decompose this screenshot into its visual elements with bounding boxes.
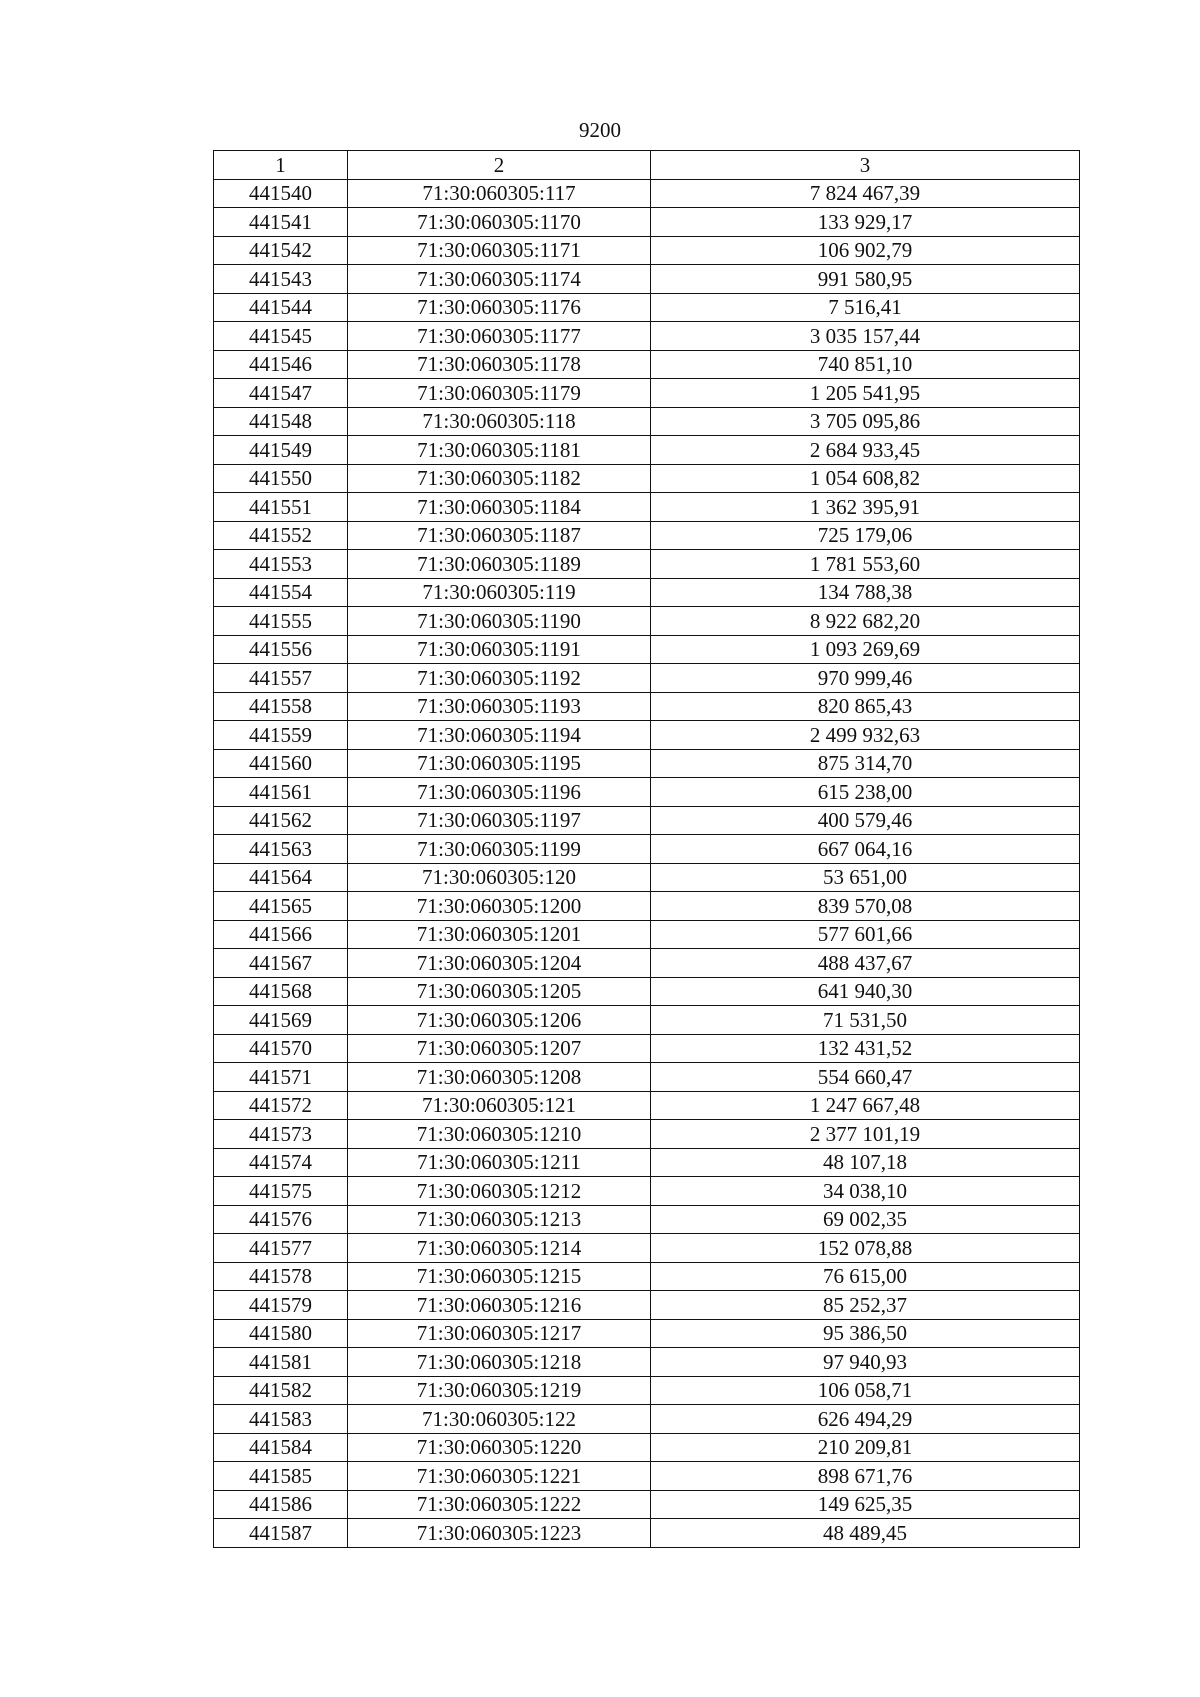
row-number-cell: 441552 xyxy=(214,521,348,550)
table-row xyxy=(214,236,1080,265)
table-body xyxy=(214,179,1080,1547)
cadastral-number-cell: 71:30:060305:1212 xyxy=(348,1177,651,1206)
row-number-cell: 441556 xyxy=(214,635,348,664)
cadastral-number-cell: 71:30:060305:1189 xyxy=(348,550,651,579)
cadastral-number-cell: 71:30:060305:1222 xyxy=(348,1490,651,1519)
row-number-cell: 441580 xyxy=(214,1319,348,1348)
row-number-cell: 441577 xyxy=(214,1234,348,1263)
row-number-cell: 441555 xyxy=(214,607,348,636)
row-number-cell: 441579 xyxy=(214,1291,348,1320)
table-row xyxy=(214,379,1080,408)
row-number-cell: 441567 xyxy=(214,949,348,978)
cadastral-value-cell: 991 580,95 xyxy=(651,265,1080,294)
row-number-cell: 441586 xyxy=(214,1490,348,1519)
table-row xyxy=(214,863,1080,892)
cadastral-value-cell: 1 205 541,95 xyxy=(651,379,1080,408)
cadastral-number-cell: 71:30:060305:1213 xyxy=(348,1205,651,1234)
table-row xyxy=(214,179,1080,208)
page-number: 9200 xyxy=(579,118,621,142)
cadastral-value-cell: 97 940,93 xyxy=(651,1348,1080,1377)
cadastral-value-cell: 400 579,46 xyxy=(651,806,1080,835)
row-number-cell: 441550 xyxy=(214,464,348,493)
table-row xyxy=(214,1063,1080,1092)
table-row xyxy=(214,493,1080,522)
row-number-cell: 441545 xyxy=(214,322,348,351)
cadastral-number-cell: 71:30:060305:1219 xyxy=(348,1376,651,1405)
cadastral-number-cell: 71:30:060305:1181 xyxy=(348,436,651,465)
row-number-cell: 441563 xyxy=(214,835,348,864)
row-number-cell: 441547 xyxy=(214,379,348,408)
cadastral-number-cell: 71:30:060305:1208 xyxy=(348,1063,651,1092)
table-row xyxy=(214,1519,1080,1548)
cadastral-value-cell: 1 247 667,48 xyxy=(651,1091,1080,1120)
cadastral-value-cell: 2 684 933,45 xyxy=(651,436,1080,465)
cadastral-number-cell: 71:30:060305:117 xyxy=(348,179,651,208)
cadastral-number-cell: 71:30:060305:1211 xyxy=(348,1148,651,1177)
cadastral-value-cell: 132 431,52 xyxy=(651,1034,1080,1063)
table-row xyxy=(214,977,1080,1006)
cadastral-value-cell: 488 437,67 xyxy=(651,949,1080,978)
table-row xyxy=(214,1348,1080,1377)
cadastral-value-cell: 71 531,50 xyxy=(651,1006,1080,1035)
cadastral-value-cell: 626 494,29 xyxy=(651,1405,1080,1434)
row-number-cell: 441578 xyxy=(214,1262,348,1291)
table-row xyxy=(214,1034,1080,1063)
cadastral-value-cell: 76 615,00 xyxy=(651,1262,1080,1291)
row-number-cell: 441543 xyxy=(214,265,348,294)
row-number-cell: 441587 xyxy=(214,1519,348,1548)
cadastral-value-cell: 95 386,50 xyxy=(651,1319,1080,1348)
row-number-cell: 441561 xyxy=(214,778,348,807)
cadastral-value-cell: 53 651,00 xyxy=(651,863,1080,892)
row-number-cell: 441558 xyxy=(214,692,348,721)
cadastral-value-cell: 69 002,35 xyxy=(651,1205,1080,1234)
cadastral-number-cell: 71:30:060305:1221 xyxy=(348,1462,651,1491)
table-row xyxy=(214,778,1080,807)
cadastral-number-cell: 71:30:060305:119 xyxy=(348,578,651,607)
row-number-cell: 441540 xyxy=(214,179,348,208)
cadastral-value-cell: 152 078,88 xyxy=(651,1234,1080,1263)
cadastral-number-cell: 71:30:060305:118 xyxy=(348,407,651,436)
row-number-cell: 441574 xyxy=(214,1148,348,1177)
cadastral-value-cell: 106 902,79 xyxy=(651,236,1080,265)
cadastral-number-cell: 71:30:060305:1216 xyxy=(348,1291,651,1320)
cadastral-value-cell: 48 107,18 xyxy=(651,1148,1080,1177)
table-row xyxy=(214,920,1080,949)
table-row xyxy=(214,892,1080,921)
cadastral-value-cell: 1 093 269,69 xyxy=(651,635,1080,664)
cadastral-number-cell: 71:30:060305:1178 xyxy=(348,350,651,379)
table-row xyxy=(214,1148,1080,1177)
table-row xyxy=(214,1319,1080,1348)
cadastral-number-cell: 71:30:060305:1217 xyxy=(348,1319,651,1348)
column-header-1: 1 xyxy=(214,151,348,180)
cadastral-value-cell: 2 377 101,19 xyxy=(651,1120,1080,1149)
cadastral-number-cell: 71:30:060305:1184 xyxy=(348,493,651,522)
table-row xyxy=(214,635,1080,664)
cadastral-number-cell: 71:30:060305:1190 xyxy=(348,607,651,636)
row-number-cell: 441583 xyxy=(214,1405,348,1434)
cadastral-value-cell: 615 238,00 xyxy=(651,778,1080,807)
table-row xyxy=(214,293,1080,322)
cadastral-value-cell: 134 788,38 xyxy=(651,578,1080,607)
table-row xyxy=(214,607,1080,636)
cadastral-number-cell: 71:30:060305:1177 xyxy=(348,322,651,351)
row-number-cell: 441576 xyxy=(214,1205,348,1234)
cadastral-value-cell: 149 625,35 xyxy=(651,1490,1080,1519)
row-number-cell: 441549 xyxy=(214,436,348,465)
table-row xyxy=(214,1006,1080,1035)
row-number-cell: 441565 xyxy=(214,892,348,921)
table-row xyxy=(214,1433,1080,1462)
table-row xyxy=(214,949,1080,978)
table-row xyxy=(214,1262,1080,1291)
cadastral-number-cell: 71:30:060305:1174 xyxy=(348,265,651,294)
cadastral-number-cell: 71:30:060305:1220 xyxy=(348,1433,651,1462)
cadastral-number-cell: 71:30:060305:1192 xyxy=(348,664,651,693)
table-row xyxy=(214,806,1080,835)
table-header xyxy=(214,151,1080,180)
cadastral-value-cell: 1 054 608,82 xyxy=(651,464,1080,493)
table-row xyxy=(214,322,1080,351)
row-number-cell: 441573 xyxy=(214,1120,348,1149)
cadastral-value-cell: 133 929,17 xyxy=(651,208,1080,237)
row-number-cell: 441581 xyxy=(214,1348,348,1377)
row-number-cell: 441562 xyxy=(214,806,348,835)
cadastral-value-cell: 48 489,45 xyxy=(651,1519,1080,1548)
table-row xyxy=(214,1234,1080,1263)
table-row xyxy=(214,350,1080,379)
cadastral-number-cell: 71:30:060305:121 xyxy=(348,1091,651,1120)
table-row xyxy=(214,464,1080,493)
table-row xyxy=(214,721,1080,750)
table-row xyxy=(214,835,1080,864)
cadastral-number-cell: 71:30:060305:1193 xyxy=(348,692,651,721)
cadastral-value-cell: 210 209,81 xyxy=(651,1433,1080,1462)
row-number-cell: 441548 xyxy=(214,407,348,436)
column-header-3: 3 xyxy=(651,151,1080,180)
cadastral-number-cell: 71:30:060305:1199 xyxy=(348,835,651,864)
cadastral-number-cell: 71:30:060305:1218 xyxy=(348,1348,651,1377)
cadastral-number-cell: 71:30:060305:1223 xyxy=(348,1519,651,1548)
row-number-cell: 441585 xyxy=(214,1462,348,1491)
cadastral-number-cell: 71:30:060305:1214 xyxy=(348,1234,651,1263)
column-header-2: 2 xyxy=(348,151,651,180)
table-row xyxy=(214,1091,1080,1120)
cadastral-value-cell: 820 865,43 xyxy=(651,692,1080,721)
row-number-cell: 441553 xyxy=(214,550,348,579)
table-row xyxy=(214,407,1080,436)
cadastral-number-cell: 71:30:060305:1207 xyxy=(348,1034,651,1063)
row-number-cell: 441582 xyxy=(214,1376,348,1405)
cadastral-number-cell: 71:30:060305:1194 xyxy=(348,721,651,750)
row-number-cell: 441571 xyxy=(214,1063,348,1092)
cadastral-value-cell: 554 660,47 xyxy=(651,1063,1080,1092)
cadastral-value-cell: 7 516,41 xyxy=(651,293,1080,322)
cadastral-value-cell: 3 035 157,44 xyxy=(651,322,1080,351)
table-header-row xyxy=(214,151,1080,180)
table-row xyxy=(214,550,1080,579)
cadastral-value-cell: 7 824 467,39 xyxy=(651,179,1080,208)
row-number-cell: 441575 xyxy=(214,1177,348,1206)
cadastral-value-cell: 3 705 095,86 xyxy=(651,407,1080,436)
cadastral-value-cell: 641 940,30 xyxy=(651,977,1080,1006)
row-number-cell: 441551 xyxy=(214,493,348,522)
table-row xyxy=(214,1490,1080,1519)
table-row xyxy=(214,749,1080,778)
cadastral-value-cell: 1 362 395,91 xyxy=(651,493,1080,522)
cadastral-value-cell: 898 671,76 xyxy=(651,1462,1080,1491)
cadastral-value-cell: 970 999,46 xyxy=(651,664,1080,693)
row-number-cell: 441542 xyxy=(214,236,348,265)
cadastral-value-cell: 85 252,37 xyxy=(651,1291,1080,1320)
table-row xyxy=(214,578,1080,607)
cadastral-number-cell: 71:30:060305:1176 xyxy=(348,293,651,322)
row-number-cell: 441554 xyxy=(214,578,348,607)
row-number-cell: 441570 xyxy=(214,1034,348,1063)
cadastral-value-cell: 106 058,71 xyxy=(651,1376,1080,1405)
cadastral-number-cell: 71:30:060305:1182 xyxy=(348,464,651,493)
row-number-cell: 441566 xyxy=(214,920,348,949)
cadastral-number-cell: 71:30:060305:1196 xyxy=(348,778,651,807)
cadastral-value-cell: 875 314,70 xyxy=(651,749,1080,778)
table-row xyxy=(214,664,1080,693)
row-number-cell: 441568 xyxy=(214,977,348,1006)
cadastral-number-cell: 71:30:060305:120 xyxy=(348,863,651,892)
cadastral-number-cell: 71:30:060305:1215 xyxy=(348,1262,651,1291)
cadastral-number-cell: 71:30:060305:1187 xyxy=(348,521,651,550)
cadastral-value-cell: 577 601,66 xyxy=(651,920,1080,949)
cadastral-number-cell: 71:30:060305:1195 xyxy=(348,749,651,778)
table-row xyxy=(214,436,1080,465)
row-number-cell: 441559 xyxy=(214,721,348,750)
cadastral-number-cell: 71:30:060305:1200 xyxy=(348,892,651,921)
table-row xyxy=(214,692,1080,721)
row-number-cell: 441584 xyxy=(214,1433,348,1462)
table-row xyxy=(214,208,1080,237)
cadastral-number-cell: 71:30:060305:1170 xyxy=(348,208,651,237)
table-row xyxy=(214,1376,1080,1405)
cadastral-number-cell: 71:30:060305:1206 xyxy=(348,1006,651,1035)
row-number-cell: 441544 xyxy=(214,293,348,322)
cadastral-number-cell: 71:30:060305:1210 xyxy=(348,1120,651,1149)
cadastral-value-cell: 839 570,08 xyxy=(651,892,1080,921)
cadastral-value-cell: 2 499 932,63 xyxy=(651,721,1080,750)
cadastral-value-cell: 667 064,16 xyxy=(651,835,1080,864)
cadastral-value-cell: 725 179,06 xyxy=(651,521,1080,550)
row-number-cell: 441560 xyxy=(214,749,348,778)
row-number-cell: 441546 xyxy=(214,350,348,379)
cadastral-value-cell: 740 851,10 xyxy=(651,350,1080,379)
table-row xyxy=(214,1120,1080,1149)
row-number-cell: 441541 xyxy=(214,208,348,237)
table-row xyxy=(214,1291,1080,1320)
table-row xyxy=(214,265,1080,294)
cadastral-value-cell: 1 781 553,60 xyxy=(651,550,1080,579)
table-row xyxy=(214,1177,1080,1206)
table-row xyxy=(214,1205,1080,1234)
row-number-cell: 441557 xyxy=(214,664,348,693)
cadastral-number-cell: 71:30:060305:1204 xyxy=(348,949,651,978)
row-number-cell: 441564 xyxy=(214,863,348,892)
cadastral-number-cell: 71:30:060305:1197 xyxy=(348,806,651,835)
cadastral-number-cell: 71:30:060305:1201 xyxy=(348,920,651,949)
table-row xyxy=(214,521,1080,550)
cadastral-number-cell: 71:30:060305:1205 xyxy=(348,977,651,1006)
table-row xyxy=(214,1462,1080,1491)
cadastral-number-cell: 71:30:060305:1171 xyxy=(348,236,651,265)
cadastral-value-cell: 8 922 682,20 xyxy=(651,607,1080,636)
cadastral-value-cell: 34 038,10 xyxy=(651,1177,1080,1206)
cadastral-value-table xyxy=(213,150,1080,1548)
cadastral-number-cell: 71:30:060305:1179 xyxy=(348,379,651,408)
row-number-cell: 441572 xyxy=(214,1091,348,1120)
table-row xyxy=(214,1405,1080,1434)
cadastral-number-cell: 71:30:060305:122 xyxy=(348,1405,651,1434)
cadastral-number-cell: 71:30:060305:1191 xyxy=(348,635,651,664)
row-number-cell: 441569 xyxy=(214,1006,348,1035)
